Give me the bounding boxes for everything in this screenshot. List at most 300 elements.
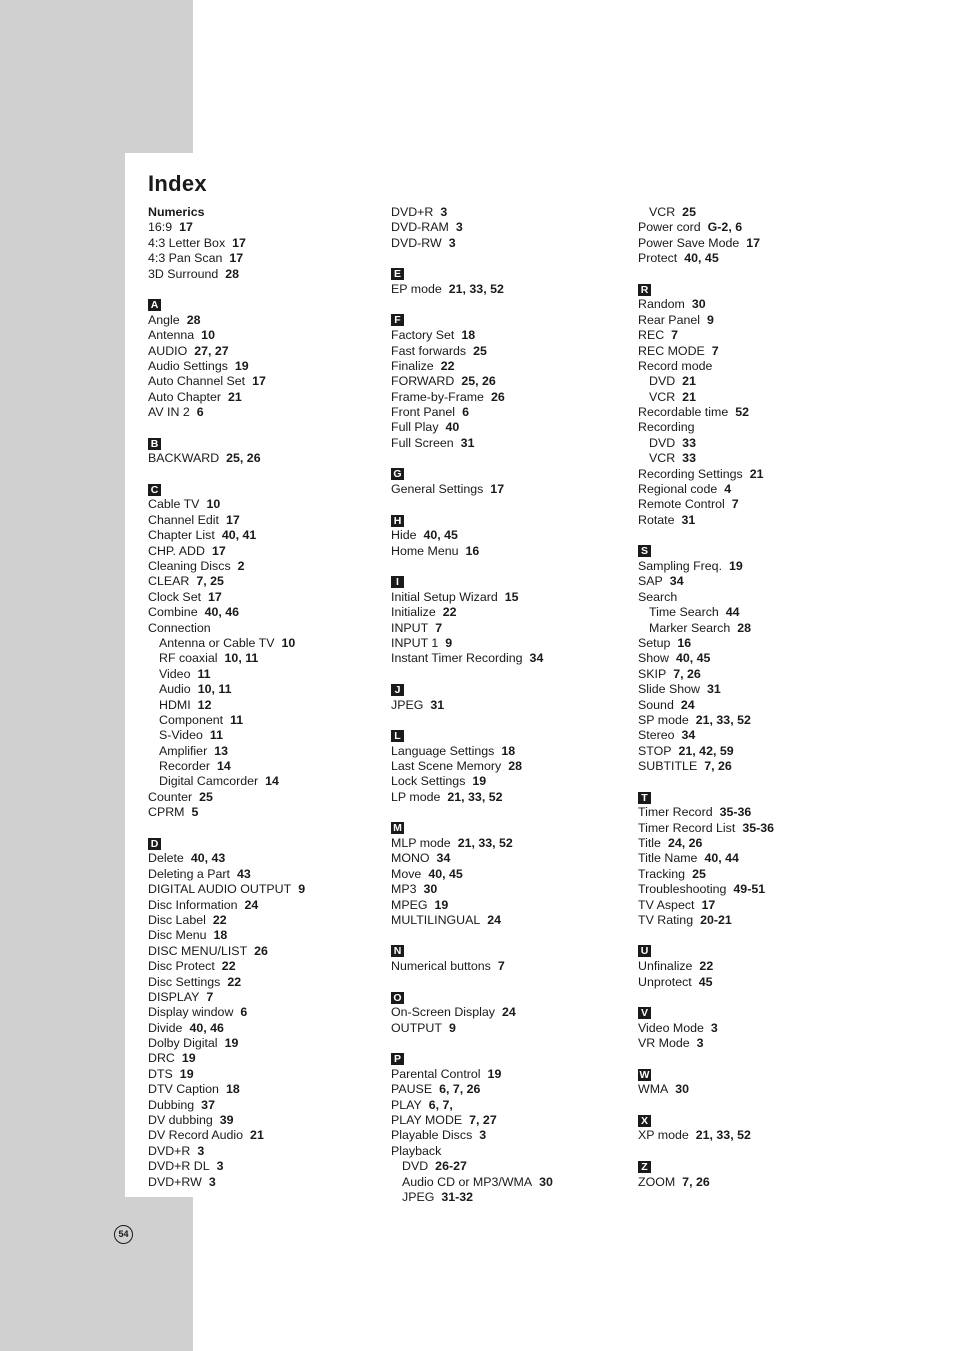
index-entry — [638, 728, 774, 743]
section-letter-heading — [391, 1051, 553, 1066]
page-reference: 28 — [186, 312, 201, 327]
page-reference: 2 — [237, 558, 245, 573]
section-letter-heading — [391, 682, 553, 697]
index-term: Counter — [148, 789, 193, 804]
page-reference: 17 — [232, 235, 246, 250]
index-entry — [148, 944, 305, 959]
index-term: TV Rating — [638, 912, 694, 927]
index-term: Regional code — [638, 482, 718, 497]
index-entry — [391, 882, 553, 897]
index-entry — [391, 1144, 553, 1159]
index-entry — [638, 297, 774, 312]
index-entry — [148, 220, 305, 235]
index-entry — [638, 559, 774, 574]
index-term: Language Settings — [391, 743, 495, 758]
page-reference: 31 — [681, 512, 696, 527]
page-reference: 30 — [675, 1082, 690, 1097]
page-reference: 5 — [191, 805, 199, 820]
index-entry — [148, 1036, 305, 1051]
index-term: Setup — [638, 635, 671, 650]
index-term: Video Mode — [638, 1020, 704, 1035]
index-term: Finalize — [391, 358, 434, 373]
index-term: OUTPUT — [391, 1020, 442, 1035]
index-entry — [638, 236, 774, 251]
index-entry — [391, 220, 553, 235]
page-reference: 25, 26 — [226, 451, 261, 466]
index-term: MONO — [391, 851, 430, 866]
letter-badge: L — [391, 730, 404, 742]
page-reference: 11 — [209, 728, 223, 743]
index-term: CLEAR — [148, 574, 190, 589]
page-reference: 52 — [735, 405, 750, 420]
index-term: Hide — [391, 528, 417, 543]
letter-badge: M — [391, 822, 404, 834]
page-reference: 30 — [691, 297, 706, 312]
index-entry — [638, 328, 774, 343]
page-reference: 17 — [229, 251, 244, 266]
section-letter-heading — [638, 944, 774, 959]
index-term: Title Name — [638, 851, 698, 866]
index-entry — [148, 405, 305, 420]
index-term: Power Save Mode — [638, 235, 740, 250]
page-reference: 21, 33, 52 — [457, 836, 513, 851]
page-reference: 16 — [677, 635, 692, 650]
index-term: VCR — [649, 389, 676, 404]
page-reference: 13 — [214, 743, 228, 758]
index-subentry — [148, 713, 305, 728]
index-term: Delete — [148, 851, 184, 866]
page-reference: 16 — [465, 543, 480, 558]
index-term: Disc Settings — [148, 974, 221, 989]
index-term: Factory Set — [391, 328, 455, 343]
index-entry — [148, 913, 305, 928]
page-reference: 40, 45 — [423, 528, 458, 543]
index-term: DVD — [649, 435, 676, 450]
letter-badge: X — [638, 1115, 651, 1127]
index-subentry — [638, 390, 774, 405]
index-subentry — [638, 374, 774, 389]
index-term: Full Play — [391, 420, 439, 435]
index-term: Disc Label — [148, 912, 206, 927]
index-term: XP mode — [638, 1128, 689, 1143]
index-entry — [638, 467, 774, 482]
page-reference: 21 — [682, 374, 696, 389]
section-letter-heading — [638, 1067, 774, 1082]
index-term: RF coaxial — [159, 651, 218, 666]
index-term: Cable TV — [148, 497, 200, 512]
index-term: WMA — [638, 1082, 669, 1097]
index-entry — [148, 605, 305, 620]
section-spacer — [391, 251, 553, 266]
index-subentry — [638, 436, 774, 451]
index-term: DVD+R DL — [148, 1159, 210, 1174]
page-reference: 22 — [440, 358, 455, 373]
page-reference: 7 — [206, 989, 214, 1004]
index-term: Dolby Digital — [148, 1036, 218, 1051]
page-reference: 27, 27 — [194, 343, 229, 358]
page-reference: 45 — [698, 974, 713, 989]
index-entry — [391, 1113, 553, 1128]
letter-badge: H — [391, 515, 404, 527]
index-entry — [638, 651, 774, 666]
index-term: DISC MENU/LIST — [148, 943, 248, 958]
index-entry — [148, 390, 305, 405]
index-subentry — [391, 1190, 553, 1205]
page-reference: 14 — [265, 774, 279, 789]
section-letter-heading — [391, 313, 553, 328]
page-reference: 7, 26 — [682, 1174, 710, 1189]
index-term: Amplifier — [159, 743, 208, 758]
section-spacer — [638, 1144, 774, 1159]
page-reference: 33 — [682, 451, 696, 466]
page-reference: 40, 44 — [704, 851, 739, 866]
index-term: MP3 — [391, 882, 417, 897]
index-term: Unfinalize — [638, 959, 693, 974]
index-entry — [391, 636, 553, 651]
section-spacer — [391, 667, 553, 682]
section-letter-heading — [148, 482, 305, 497]
index-term: Recordable time — [638, 405, 729, 420]
index-entry — [638, 574, 774, 589]
index-entry — [391, 344, 553, 359]
page-reference: 17 — [490, 482, 505, 497]
section-letter-heading — [391, 944, 553, 959]
index-term: CPRM — [148, 805, 185, 820]
page-reference: 21 — [749, 466, 764, 481]
letter-badge: S — [638, 545, 651, 557]
index-term: Parental Control — [391, 1066, 481, 1081]
page-reference: 24 — [680, 697, 695, 712]
page-reference: 3 — [448, 235, 456, 250]
index-term: Remote Control — [638, 497, 725, 512]
index-term: VR Mode — [638, 1036, 690, 1051]
index-term: Timer Record — [638, 805, 713, 820]
section-spacer — [638, 267, 774, 282]
index-term: Recording Settings — [638, 466, 743, 481]
page-reference: 3 — [216, 1159, 224, 1174]
section-letter-heading — [638, 790, 774, 805]
index-entry — [638, 744, 774, 759]
index-term: HDMI — [159, 697, 191, 712]
index-term: Random — [638, 297, 685, 312]
page-reference: 6 — [462, 405, 469, 420]
index-entry — [638, 821, 774, 836]
index-entry — [638, 513, 774, 528]
page-reference: 18 — [225, 1082, 240, 1097]
index-entry — [148, 1082, 305, 1097]
section-spacer — [391, 1036, 553, 1051]
index-term: Fast forwards — [391, 343, 467, 358]
page-reference: 28 — [508, 759, 522, 774]
index-term: DVD+R — [391, 205, 434, 219]
index-term: S-Video — [159, 728, 203, 743]
index-entry — [638, 1128, 774, 1143]
index-entry — [148, 251, 305, 266]
page-reference: 40, 43 — [190, 851, 226, 866]
index-subentry — [148, 728, 305, 743]
page-title: Index — [148, 171, 207, 196]
page-reference: 9 — [445, 635, 453, 650]
section-letter-heading — [638, 282, 774, 297]
page-reference: 30 — [539, 1174, 553, 1189]
index-term: Lock Settings — [391, 774, 466, 789]
index-term: Show — [638, 651, 669, 666]
index-term: Initialize — [391, 605, 436, 620]
index-term: Last Scene Memory — [391, 759, 502, 774]
page-reference: 39 — [219, 1113, 234, 1128]
index-term: JPEG — [391, 697, 424, 712]
index-entry — [638, 913, 774, 928]
index-entry — [148, 344, 305, 359]
section-spacer — [638, 528, 774, 543]
index-term: CHP. ADD — [148, 543, 205, 558]
letter-badge: W — [639, 1068, 650, 1081]
index-term: MULTILINGUAL — [391, 912, 481, 927]
index-term: PLAY MODE — [391, 1113, 463, 1128]
index-entry — [391, 436, 553, 451]
index-term: INPUT 1 — [391, 635, 439, 650]
letter-badge: O — [391, 992, 404, 1004]
index-term: Divide — [148, 1020, 183, 1035]
index-term: 3D Surround — [148, 266, 219, 281]
index-term: 4:3 Pan Scan — [148, 251, 223, 266]
index-entry — [391, 236, 553, 251]
index-term: Playback — [391, 1143, 442, 1158]
index-entry — [391, 913, 553, 928]
page-reference: 49-51 — [733, 882, 766, 897]
index-term: REC MODE — [638, 343, 705, 358]
letter-badge: V — [638, 1007, 651, 1019]
page-reference: 25, 26 — [461, 374, 496, 389]
section-letter-heading — [391, 728, 553, 743]
page-reference: 28 — [225, 266, 240, 281]
index-term: Channel Edit — [148, 512, 219, 527]
index-term: FORWARD — [391, 374, 455, 389]
page-reference: 21, 33, 52 — [695, 1128, 751, 1143]
page-reference: 24 — [244, 897, 259, 912]
index-term: SUBTITLE — [638, 759, 698, 774]
index-entry — [148, 328, 305, 343]
letter-badge: Z — [638, 1161, 651, 1173]
index-term: Recording — [638, 420, 695, 435]
index-column-3 — [638, 205, 774, 1190]
section-letter-heading — [391, 267, 553, 282]
section-spacer — [148, 821, 305, 836]
index-term: STOP — [638, 743, 672, 758]
page-reference: 17 — [179, 220, 193, 235]
section-letter-heading — [148, 297, 305, 312]
index-entry — [638, 851, 774, 866]
index-term: ZOOM — [638, 1174, 676, 1189]
section-letter-heading — [638, 544, 774, 559]
index-entry — [148, 898, 305, 913]
index-term: Marker Search — [649, 620, 731, 635]
index-entry — [148, 1128, 305, 1143]
index-term: Time Search — [649, 605, 719, 620]
index-entry — [391, 790, 553, 805]
section-spacer — [391, 297, 553, 312]
page-reference: 22 — [442, 605, 457, 620]
page-reference: 21, 42, 59 — [678, 743, 734, 758]
index-entry — [638, 482, 774, 497]
page-reference: 18 — [501, 743, 516, 758]
section-letter-heading — [391, 990, 553, 1005]
index-term: Recorder — [159, 759, 210, 774]
index-term: EP mode — [391, 281, 442, 296]
index-subentry — [148, 651, 305, 666]
page-reference: 43 — [236, 866, 251, 881]
page-reference: 35-36 — [719, 805, 752, 820]
index-term: Slide Show — [638, 682, 700, 697]
letter-badge: I — [391, 576, 404, 588]
page-reference: 20-21 — [700, 912, 732, 927]
index-entry — [148, 867, 305, 882]
index-entry — [391, 359, 553, 374]
index-subentry — [148, 698, 305, 713]
index-term: DTS — [148, 1066, 173, 1081]
index-subentry — [638, 451, 774, 466]
page-reference: 24 — [501, 1005, 516, 1020]
index-entry — [638, 590, 774, 605]
index-term: MPEG — [391, 897, 428, 912]
index-term: Power cord — [638, 220, 701, 235]
index-entry — [638, 359, 774, 374]
section-letter-heading — [391, 513, 553, 528]
page-number: 54 — [114, 1225, 133, 1244]
section-spacer — [638, 1098, 774, 1113]
index-subentry — [391, 1175, 553, 1190]
page-reference: 7, 25 — [196, 574, 224, 589]
index-entry — [638, 1021, 774, 1036]
index-term: DVD — [402, 1159, 429, 1174]
index-entry — [148, 790, 305, 805]
index-entry — [148, 559, 305, 574]
index-term: Tracking — [638, 866, 686, 881]
index-entry — [638, 251, 774, 266]
index-entry — [638, 1082, 774, 1097]
page-reference: 21, 33, 52 — [448, 281, 504, 296]
section-spacer — [391, 497, 553, 512]
index-term: Audio CD or MP3/WMA — [402, 1174, 533, 1189]
index-entry — [391, 328, 553, 343]
index-entry — [148, 975, 305, 990]
index-term: General Settings — [391, 482, 484, 497]
page-reference: 28 — [737, 620, 752, 635]
index-term: Antenna or Cable TV — [159, 635, 275, 650]
index-term: Disc Protect — [148, 959, 215, 974]
page-reference: 10 — [201, 328, 215, 343]
index-term: PLAY — [391, 1097, 422, 1112]
page-reference: 40, 45 — [428, 866, 463, 881]
index-entry — [148, 928, 305, 943]
index-term: Audio Settings — [148, 358, 228, 373]
section-spacer — [391, 805, 553, 820]
page-reference: 7 — [731, 497, 739, 512]
page-reference: 25 — [473, 343, 487, 358]
page-reference: 9 — [707, 312, 714, 327]
index-entry — [638, 698, 774, 713]
index-entry — [148, 1067, 305, 1082]
index-term: Dubbing — [148, 1097, 195, 1112]
index-term: Record mode — [638, 358, 713, 373]
index-term: AUDIO — [148, 343, 188, 358]
index-entry — [638, 959, 774, 974]
index-entry — [638, 1036, 774, 1051]
index-entry — [638, 975, 774, 990]
index-entry — [391, 1005, 553, 1020]
index-term: DIGITAL AUDIO OUTPUT — [148, 882, 292, 897]
page-reference: 7 — [497, 959, 505, 974]
page-reference: 12 — [197, 697, 212, 712]
index-entry — [148, 805, 305, 820]
index-term: Connection — [148, 620, 211, 635]
index-entry — [638, 759, 774, 774]
page-reference: 31-32 — [441, 1190, 474, 1204]
page-reference: 40, 41 — [221, 528, 257, 543]
page-reference: 17 — [701, 897, 716, 912]
index-term: SAP — [638, 574, 663, 589]
index-term: Playable Discs — [391, 1128, 473, 1143]
index-entry — [148, 374, 305, 389]
index-term: Antenna — [148, 328, 195, 343]
page-reference: 35-36 — [742, 820, 775, 835]
page-reference: 6, 7, 26 — [439, 1082, 481, 1097]
page-reference: 40, 45 — [684, 251, 719, 266]
section-letter-heading — [148, 436, 305, 451]
page-reference: 33 — [682, 435, 696, 450]
index-entry — [148, 1175, 305, 1190]
index-term: Search — [638, 589, 678, 604]
page-reference: 44 — [725, 605, 740, 620]
index-entry — [148, 513, 305, 528]
index-entry — [148, 497, 305, 512]
index-term: DISPLAY — [148, 989, 200, 1004]
index-term: Initial Setup Wizard — [391, 589, 498, 604]
page-reference: 3 — [455, 220, 463, 235]
page-reference: 40, 46 — [204, 605, 240, 620]
index-entry — [391, 851, 553, 866]
page-reference: 31 — [460, 435, 475, 450]
page-reference: 6 — [196, 405, 204, 420]
page-reference: 19 — [179, 1066, 194, 1081]
page-reference: 3 — [208, 1174, 216, 1189]
page-reference: 25 — [199, 789, 213, 804]
index-term: MLP mode — [391, 836, 451, 851]
index-entry — [391, 1128, 553, 1143]
page-reference: 17 — [746, 235, 761, 250]
page-reference: 22 — [227, 974, 242, 989]
page-reference: 3 — [479, 1128, 487, 1143]
section-spacer — [638, 1051, 774, 1066]
section-letter-heading — [638, 1113, 774, 1128]
letter-badge: A — [148, 299, 161, 311]
page-reference: 21 — [250, 1128, 264, 1143]
index-entry — [148, 544, 305, 559]
page-reference: 22 — [699, 959, 714, 974]
index-term: On-Screen Display — [391, 1005, 495, 1020]
page-reference: 3 — [696, 1036, 704, 1051]
index-entry — [391, 282, 553, 297]
index-entry — [148, 574, 305, 589]
page-reference: 11 — [230, 712, 244, 727]
page-reference: 9 — [298, 882, 306, 897]
index-entry — [148, 851, 305, 866]
index-term: Component — [159, 712, 224, 727]
letter-badge: G — [391, 468, 404, 480]
letter-badge: P — [391, 1053, 404, 1065]
index-term: Full Screen — [391, 435, 454, 450]
index-entry — [391, 621, 553, 636]
